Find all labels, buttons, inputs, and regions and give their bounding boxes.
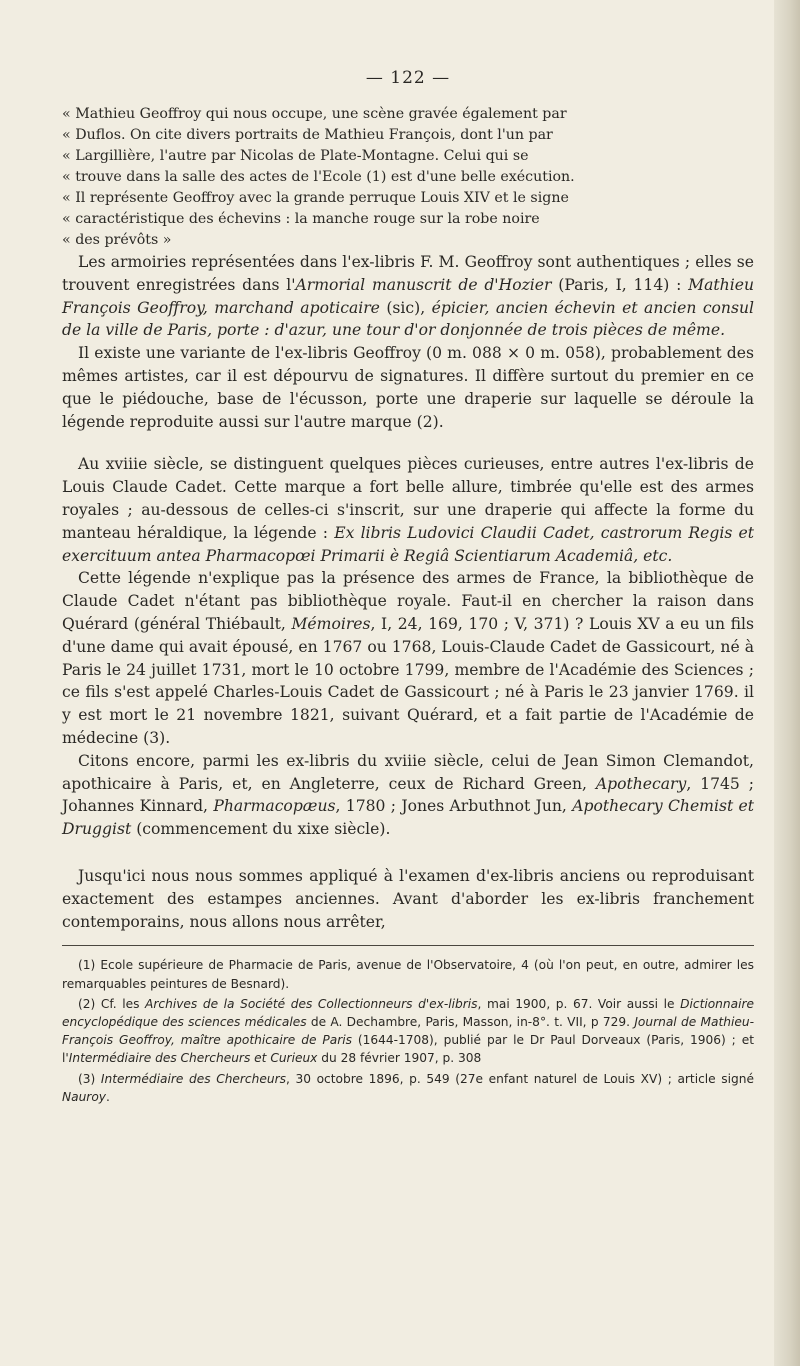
paragraph-armoiries: Les armoiries représentées dans l'ex-libris F. M. Geoffroy sont authentiques ; elles se trouvent enregistrées dans l'Armorial manuscrit de d'Hozier (Paris, I, 114) : Mathieu François Geoffroy, marchand apoticaire (sic), épicier, ancien échevin et ancien consul de la ville de Paris, porte : d'azur, une tour d'or donjonnée de trois pièces de même. (62, 253, 755, 340)
quote-line: « trouve dans la salle des actes de l'Ecole (1) est d'une belle exécution. (62, 167, 754, 188)
quote-line: « Il représente Geoffroy avec la grande perruque Louis XIV et le signe (62, 188, 754, 209)
footnotes (62, 956, 754, 1106)
footnote-rule (62, 945, 754, 946)
quote-line: « Duflos. On cite divers portraits de Mathieu François, dont l'un par (62, 125, 754, 146)
book-page (62, 0, 754, 1106)
quote-line: « des prévôts » (62, 230, 754, 251)
quotation-block (62, 104, 754, 251)
footnote-3: (3) Intermédiaire des Chercheurs, 30 octobre 1896, p. 549 (27e enfant naturel de Louis XV) ; article signé Nauroy. (62, 1071, 754, 1104)
footnote-1: (1) Ecole supérieure de Pharmacie de Paris, avenue de l'Observatoire, 4 (où l'on peut, en outre, admirer les remarquables peintures de Besnard). (62, 958, 754, 991)
page-edge-shadow (774, 0, 800, 1366)
quote-line: « Largillière, l'autre par Nicolas de Plate-Montagne. Celui qui se (62, 146, 754, 167)
paragraph-variante: Il existe une variante de l'ex-libris Geoffroy (0 m. 088 × 0 m. 058), probablement des mêmes artistes, car il est dépourvu de signatures. Il diffère surtout du premier en ce que le piédouche, base de l'écusson, porte une draperie sur laquelle se déroule la légende reproduite aussi sur l'autre marque (2). (62, 344, 754, 431)
paragraph-jusquici: Jusqu'ici nous nous sommes appliqué à l'examen d'ex-libris anciens ou reproduisant exactement des estampes anciennes. Avant d'aborder les ex-libris franchement contemporains, nous allons nous arrêter, (62, 866, 754, 931)
quote-line: « Mathieu Geoffroy qui nous occupe, une scène gravée également par (62, 104, 754, 125)
paragraph-legende: Cette légende n'explique pas la présence des armes de France, la bibliothèque de Claude Cadet n'étant pas bibliothèque royale. Faut-il en chercher la raison dans Quérard (général Thiébault, Mémoires, I, 24, 169, 170 ; V, 371) ? Louis XV a eu un fils d'une dame qui avait épousé, en 1767 ou 1768, Louis-Claude Cadet de Gassicourt, né à Paris le 24 juillet 1731, mort le 10 octobre 1799, membre de l'Académie des Sciences ; ce fils s'est appelé Charles-Louis Cadet de Gassicourt ; né à Paris le 23 janvier 1769. il y est mort le 21 novembre 1821, suivant Quérard, et a fait partie de l'Académie de médecine (3). (62, 569, 755, 747)
page-number: — 122 — (365, 68, 451, 88)
footnote-2: (2) Cf. les Archives de la Société des Collectionneurs d'ex-libris, mai 1900, p. 67. Voir aussi le Dictionnaire encyclopédique des sciences médicales de A. Dechambre, Paris, Masson, in-8°. t. VII, p 729. Journal de Mathieu-François Geoffroy, maître apothicaire de Paris (1644-1708), publié par le Dr Paul Dorveaux (Paris, 1906) ; et l'Intermédiaire des Chercheurs et Curieux du 28 février 1907, p. 308 (62, 996, 754, 1066)
quote-line: « caractéristique des échevins : la manche rouge sur la robe noire (62, 209, 754, 230)
body-text (62, 251, 754, 933)
paragraph-cadet: Au xviiie siècle, se distinguent quelques pièces curieuses, entre autres l'ex-libris de Louis Claude Cadet. Cette marque a fort belle allure, timbrée qu'elle est des armes royales ; au-dessous de celles-ci s'inscrit, sur une draperie qui affecte la forme du manteau héraldique, la légende : Ex libris Ludovici Claudii Cadet, castrorum Regis et exercituum antea Pharmacopœi Primarii è Regiâ Scientiarum Academiâ, etc. (62, 455, 754, 565)
paragraph-citons: Citons encore, parmi les ex-libris du xviiie siècle, celui de Jean Simon Clemandot, apothicaire à Paris, et, en Angleterre, ceux de Richard Green, Apothecary, 1745 ; Johannes Kinnard, Pharmacopæus, 1780 ; Jones Arbuthnot Jun, Apothecary Chemist et Druggist (commencement du xixe siècle). (62, 751, 755, 839)
